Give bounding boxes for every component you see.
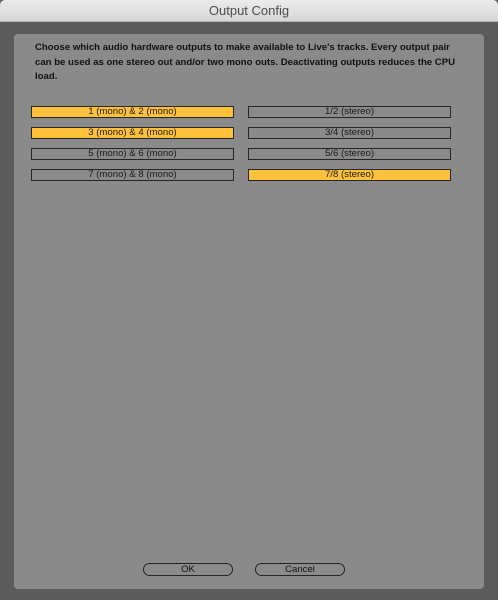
- output-toggle-mono-5-6[interactable]: 5 (mono) & 6 (mono): [31, 148, 234, 160]
- cancel-button[interactable]: Cancel: [255, 563, 345, 576]
- output-toggle-mono-3-4[interactable]: 3 (mono) & 4 (mono): [31, 127, 234, 139]
- ok-button[interactable]: OK: [143, 563, 233, 576]
- output-toggle-mono-1-2[interactable]: 1 (mono) & 2 (mono): [31, 106, 234, 118]
- window-title: Output Config: [208, 3, 290, 18]
- output-toggle-stereo-3-4[interactable]: 3/4 (stereo): [248, 127, 451, 139]
- description-text: Choose which audio hardware outputs to make available to Live's tracks. Every output pair can be used as one stereo out and/or two mono outs. Deactivating outputs reduces the CPU load.: [35, 42, 456, 82]
- output-config-panel: [14, 34, 484, 589]
- output-toggle-stereo-7-8[interactable]: 7/8 (stereo): [248, 169, 451, 181]
- output-toggle-mono-7-8[interactable]: 7 (mono) & 8 (mono): [31, 169, 234, 181]
- output-toggle-stereo-5-6[interactable]: 5/6 (stereo): [248, 148, 451, 160]
- title-bar[interactable]: [0, 0, 498, 22]
- output-toggle-stereo-1-2[interactable]: 1/2 (stereo): [248, 106, 451, 118]
